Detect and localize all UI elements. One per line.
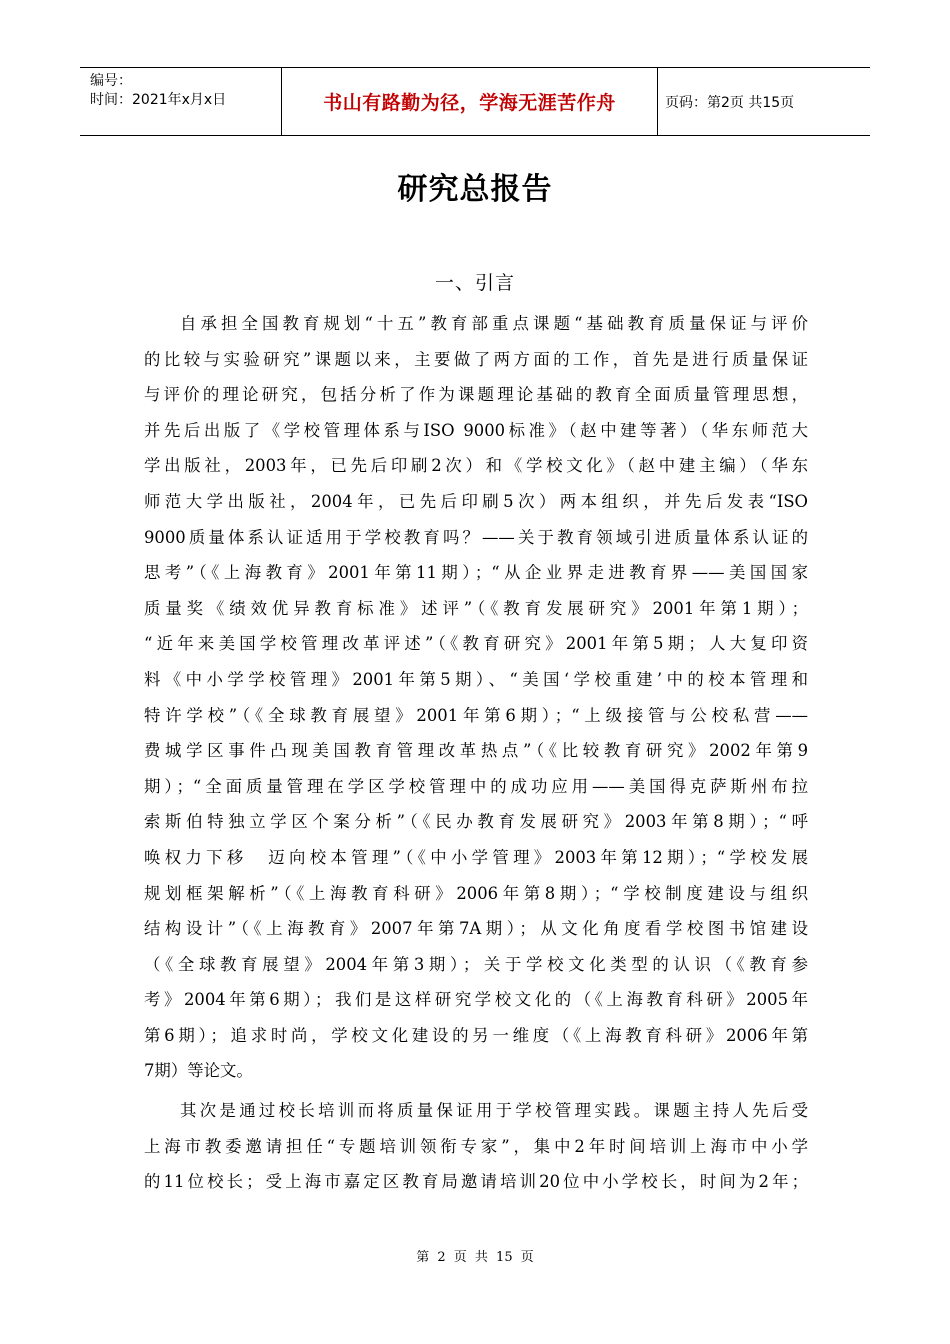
header-right-cell	[658, 68, 870, 135]
text-line: 期）；“全面质量管理在学区学校管理中的成功应用——美国得克萨斯州布拉	[144, 776, 808, 796]
document-body	[144, 306, 808, 1200]
text-line: 费城学区事件凸现美国教育管理改革热点”（《比较教育研究》2002年第9	[144, 741, 808, 761]
text-line: 并先后出版了《学校管理体系与ISO 9000标准》（赵中建等著）（华东师范大	[144, 420, 808, 440]
section-heading: 一、引言	[434, 272, 515, 294]
text-line: （《全球教育展望》2004年第3期）；关于学校文化类型的认识（《教育参	[144, 954, 808, 974]
text-line: 9000质量体系认证适用于学校教育吗？——关于教育领域引进质量体系认证的	[144, 527, 808, 547]
text-line: 索斯伯特独立学区个案分析”（《民办教育发展研究》2003年第8期）；“呼	[144, 812, 808, 832]
text-line: 规划框架解析”（《上海教育科研》2006年第8期）；“学校制度建设与组织	[144, 883, 808, 903]
page-header	[80, 67, 870, 136]
text-line: 其次是通过校长培训而将质量保证用于学校管理实践。课题主持人先后受	[180, 1101, 808, 1121]
text-line: 与评价的理论研究，包括分析了作为课题理论基础的教育全面质量管理思想，	[144, 385, 808, 405]
paragraph-2	[144, 1093, 808, 1200]
text-line: 结构设计”（《上海教育》2007年第7A期）；从文化角度看学校图书馆建设	[144, 919, 808, 939]
serial-label: 编号：	[90, 73, 132, 89]
header-motto: 书山有路勤为径，学海无涯苦作舟	[323, 92, 616, 114]
text-line: 7期）等论文。	[144, 1061, 253, 1081]
date-label: 时间：2021年x月x日	[90, 92, 227, 108]
text-line: 思考”（《上海教育》2001年第11期）；“从企业界走进教育界——美国国家	[144, 563, 808, 583]
text-line: 上海市教委邀请担任“专题培训领衔专家”，集中2年时间培训上海市中小学	[144, 1136, 808, 1156]
text-line: 学出版社，2003年，已先后印刷2次）和《学校文化》（赵中建主编）（华东	[144, 456, 808, 476]
text-line: 特许学校”（《全球教育展望》2001年第6期）；“上级接管与公校私营——	[144, 705, 808, 725]
text-line: 第6期）；追求时尚，学校文化建设的另一维度（《上海教育科研》2006年第	[144, 1025, 808, 1045]
text-line: 考》2004年第6期）；我们是这样研究学校文化的（《上海教育科研》2005年	[144, 990, 808, 1010]
text-line: 质量奖《绩效优异教育标准》述评”（《教育发展研究》2001年第1期）；	[144, 598, 808, 618]
document-title: 研究总报告	[397, 172, 553, 207]
text-line: 的比较与实验研究”课题以来，主要做了两方面的工作，首先是进行质量保证	[144, 349, 808, 369]
header-left-cell	[80, 68, 282, 135]
text-line: 料《中小学学校管理》2001年第5期）、“美国‘学校重建’中的校本管理和	[144, 669, 808, 689]
page-footer: 第 2 页 共 15 页	[416, 1250, 534, 1265]
text-line: 自承担全国教育规划“十五”教育部重点课题“基础教育质量保证与评价	[180, 314, 808, 333]
text-line: 唤权力下移 迈向校本管理”（《中小学管理》2003年第12期）；“学校发展	[144, 847, 808, 867]
text-line: 的11位校长；受上海市嘉定区教育局邀请培训20位中小学校长，时间为2年；	[144, 1172, 808, 1192]
text-line: “近年来美国学校管理改革评述”（《教育研究》2001年第5期；人大复印资	[144, 634, 808, 654]
text-line: 师范大学出版社，2004年，已先后印刷5次）两本组织，并先后发表“ISO	[144, 491, 808, 511]
paragraph-1	[144, 306, 808, 1089]
header-page-info: 页码：第2页 共15页	[665, 94, 795, 111]
header-middle-cell	[282, 68, 658, 135]
